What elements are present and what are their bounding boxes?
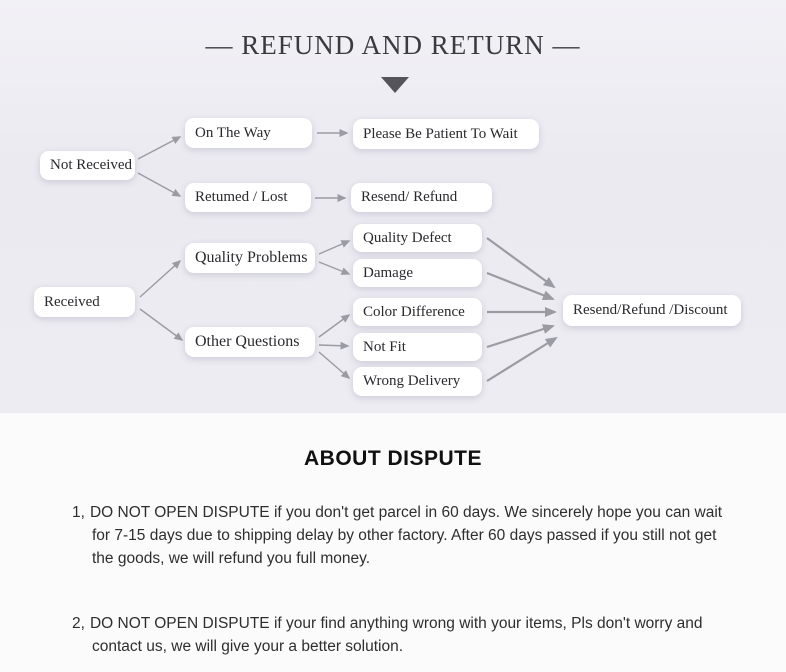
node-quality-problems: Quality Problems bbox=[185, 243, 315, 273]
arrow-quality-problems-damage bbox=[319, 262, 349, 274]
arrow-received-other-questions bbox=[140, 309, 182, 340]
dispute-body bbox=[72, 501, 738, 658]
dispute-title: ABOUT DISPUTE bbox=[303, 447, 482, 470]
dispute-item-1-text: DO NOT OPEN DISPUTE if you don't get parcel in 60 days. We sincerely hope you can wait for 7-15 days due to shipping delay by other factory. After 60 days passed if you still not get the goods, we will refund you full money. bbox=[89, 504, 723, 567]
dispute-item-2-number: 2, bbox=[72, 615, 85, 632]
dispute-item-1 bbox=[72, 501, 732, 570]
dispute-item-1-number: 1, bbox=[72, 504, 85, 521]
node-returned-lost: Retumed / Lost bbox=[185, 183, 311, 212]
arrow-not-received-on-the-way bbox=[138, 137, 180, 159]
node-damage: Damage bbox=[353, 259, 482, 287]
arrow-quality-problems-quality-defect bbox=[319, 241, 349, 254]
node-wrong-delivery: Wrong Delivery bbox=[353, 367, 482, 396]
node-not-fit: Not Fit bbox=[353, 333, 482, 361]
dispute-section bbox=[0, 413, 786, 672]
node-please-be-patient: Please Be Patient To Wait bbox=[353, 119, 539, 149]
node-color-difference: Color Difference bbox=[353, 298, 482, 326]
dispute-item-2 bbox=[72, 612, 732, 658]
node-on-the-way: On The Way bbox=[185, 118, 312, 148]
node-other-questions: Other Questions bbox=[185, 327, 315, 357]
dispute-item-2-text: DO NOT OPEN DISPUTE if your find anything wrong with your items, Pls don't worry and contact us, we will give your a better solution. bbox=[89, 615, 703, 655]
arrow-damage-discount bbox=[487, 273, 553, 299]
arrow-other-questions-color-difference bbox=[319, 315, 349, 337]
arrow-received-quality-problems bbox=[140, 261, 180, 297]
node-not-received: Not Received bbox=[40, 151, 135, 180]
arrow-other-questions-wrong-delivery bbox=[319, 352, 349, 378]
node-received: Received bbox=[34, 287, 135, 317]
arrow-quality-defect-discount bbox=[487, 238, 554, 287]
arrow-not-fit-discount bbox=[487, 326, 553, 347]
node-resend-refund-discount: Resend/Refund /Discount bbox=[563, 295, 741, 326]
section-title: — REFUND AND RETURN — bbox=[205, 30, 581, 60]
node-quality-defect: Quality Defect bbox=[353, 224, 482, 252]
node-resend-refund: Resend/ Refund bbox=[351, 183, 492, 212]
arrow-other-questions-not-fit bbox=[319, 345, 348, 346]
arrow-not-received-returned-lost bbox=[138, 173, 180, 196]
